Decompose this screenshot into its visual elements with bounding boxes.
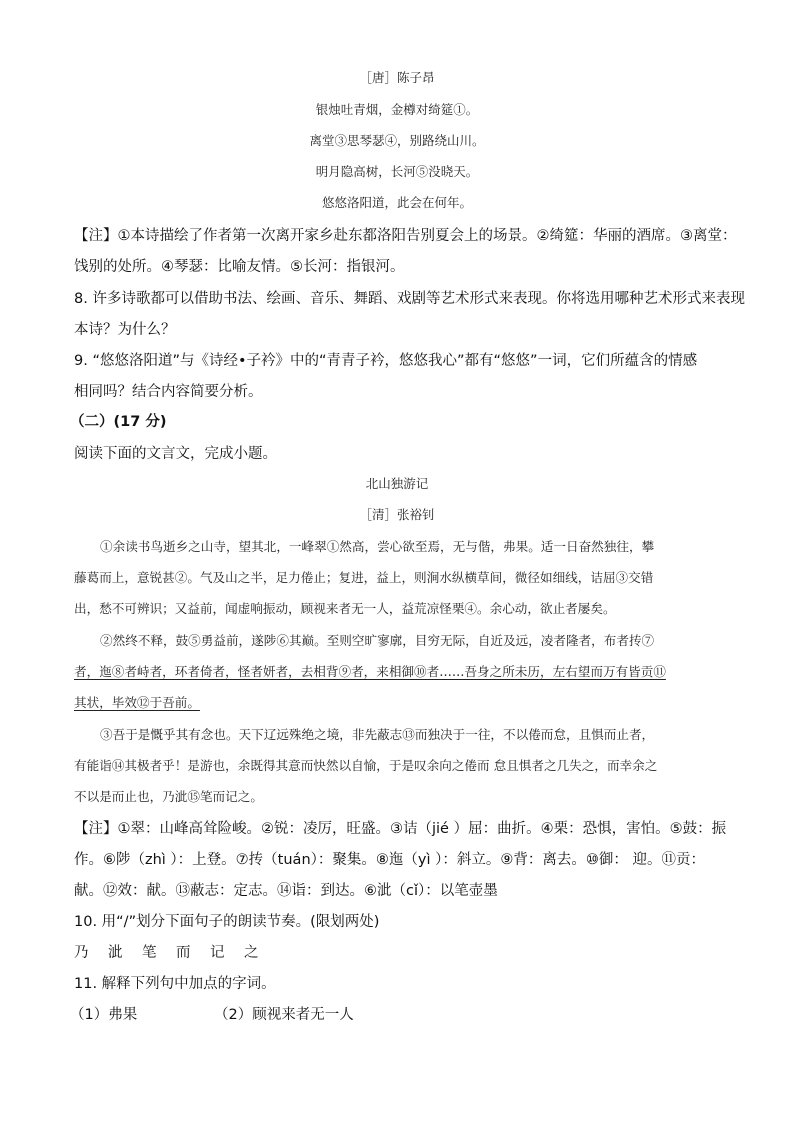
essay-p3-line: 不以是而止也，乃泚⑮笔而记之。 <box>74 789 263 804</box>
essay-p1-line: ①余读书鸟逝乡之山寺，望其北，一峰翠①然高，尝心欲至焉，无与偕，弗果。适一日奋然独往，攀 <box>100 539 655 554</box>
poem-line: 明月隐高树，长河⑤没晓天。 <box>315 164 479 179</box>
essay-p2-line: 者，迤⑧者峙者，环者倚者，怪者妍者，去相背⑨者，来相御⑩者……吾身之所未历，左右望而万有皆贡⑪ <box>74 664 666 679</box>
sentence-char: 乃 <box>74 945 89 961</box>
sentence-char: 而 <box>176 945 191 961</box>
sentence-char: 笔 <box>142 945 157 961</box>
sentence-char: 之 <box>244 945 259 961</box>
essay-author: ［清］张裕钊 <box>359 507 435 522</box>
question-8-cont: 本诗？为什么？ <box>74 322 176 338</box>
question-11-item-1: （1）弗果 <box>70 1007 138 1023</box>
essay-p1-line: 藤葛而上，意锐甚②。气及山之半，足力倦止；复进，益上，则涧水纵横草间，微径如细线，诘屈③交错 <box>74 570 654 585</box>
poem-author: ［唐］陈子昂 <box>359 70 435 85</box>
essay-note-line: 【注】①翠：山峰高耸险峻。②锐：凌厉，旺盛。③诘（jié ）屈：曲折。④栗：恐惧，害怕。⑤鼓：振 <box>74 821 727 837</box>
question-11-item-2: （2）顾视来者无一人 <box>214 1007 354 1023</box>
section-heading: （二）(17 分) <box>70 414 167 430</box>
essay-p3-line: 有能诣⑭其极者乎！是游也，余既得其意而快然以自愉，于是叹余向之倦而 怠且惧者之几失之，而幸余之 <box>74 758 658 773</box>
question-10: 10. 用“/”划分下面句子的朗读节奏。(限划两处) <box>74 914 380 930</box>
question-11: 11. 解释下列句中加点的字词。 <box>74 976 276 992</box>
essay-note-line: 作。⑥陟（zhì ）：上登。⑦抟（tuán）：聚集。⑧迤（yì ）：斜立。⑨背：离去。⑩御： 迎。⑪贡： <box>74 852 705 868</box>
essay-p2-line: 其状，毕效⑫于吾前。 <box>74 695 200 710</box>
poem-line: 离堂③思琴瑟④，别路绕山川。 <box>309 133 485 148</box>
essay-note-line: 献。⑫效：献。⑬蔽志：定志。⑭诣：到达。⑥泚（cǐ）：以笔壶墨 <box>74 883 498 899</box>
essay-title: 北山独游记 <box>365 476 429 491</box>
poem-note-line: 【注】①本诗描绘了作者第一次离开家乡赴东都洛阳告别夏会上的场景。②绮筵：华丽的酒席。③离堂： <box>74 228 737 244</box>
poem-line: 银烛吐青烟，金樽对绮筵①。 <box>315 102 479 117</box>
poem-line: 悠悠洛阳道，此会在何年。 <box>321 195 472 210</box>
essay-p1-line: 出，愁不可辨识；又益前，闻虚响振动，顾视来者无一人，益荒凉怪栗④。余心动，欲止者屡矣。 <box>74 601 616 616</box>
section-instruction: 阅读下面的文言文，完成小题。 <box>74 446 277 462</box>
question-9: 9. “悠悠洛阳道”与《诗经•子衿》中的“青青子衿，悠悠我心”都有“悠悠”一词，它们所蕴含的情感 <box>74 353 698 369</box>
essay-p2-line: ②然终不释，鼓⑤勇益前，遂陟⑥其巅。至则空旷寥廓，目穷无际，自近及远，凌者隆者，布者抟⑦ <box>100 633 655 648</box>
sentence-char: 泚 <box>108 945 123 961</box>
essay-p3-line: ③吾于是慨乎其有念也。天下辽远殊绝之境，非先蔽志⑬而独决于一往，不以倦而怠，且惧而止者， <box>100 727 655 742</box>
sentence-char: 记 <box>210 945 225 961</box>
question-8: 8. 许多诗歌都可以借助书法、绘画、音乐、舞蹈、戏剧等艺术形式来表现。你将选用哪种艺术形式来表现 <box>74 291 745 307</box>
question-9-cont: 相同吗？结合内容简要分析。 <box>74 384 263 400</box>
question-10-sentence <box>74 941 278 962</box>
poem-note-line: 饯别的处所。④琴瑟：比喻友情。⑤长河：指银河。 <box>74 259 405 275</box>
